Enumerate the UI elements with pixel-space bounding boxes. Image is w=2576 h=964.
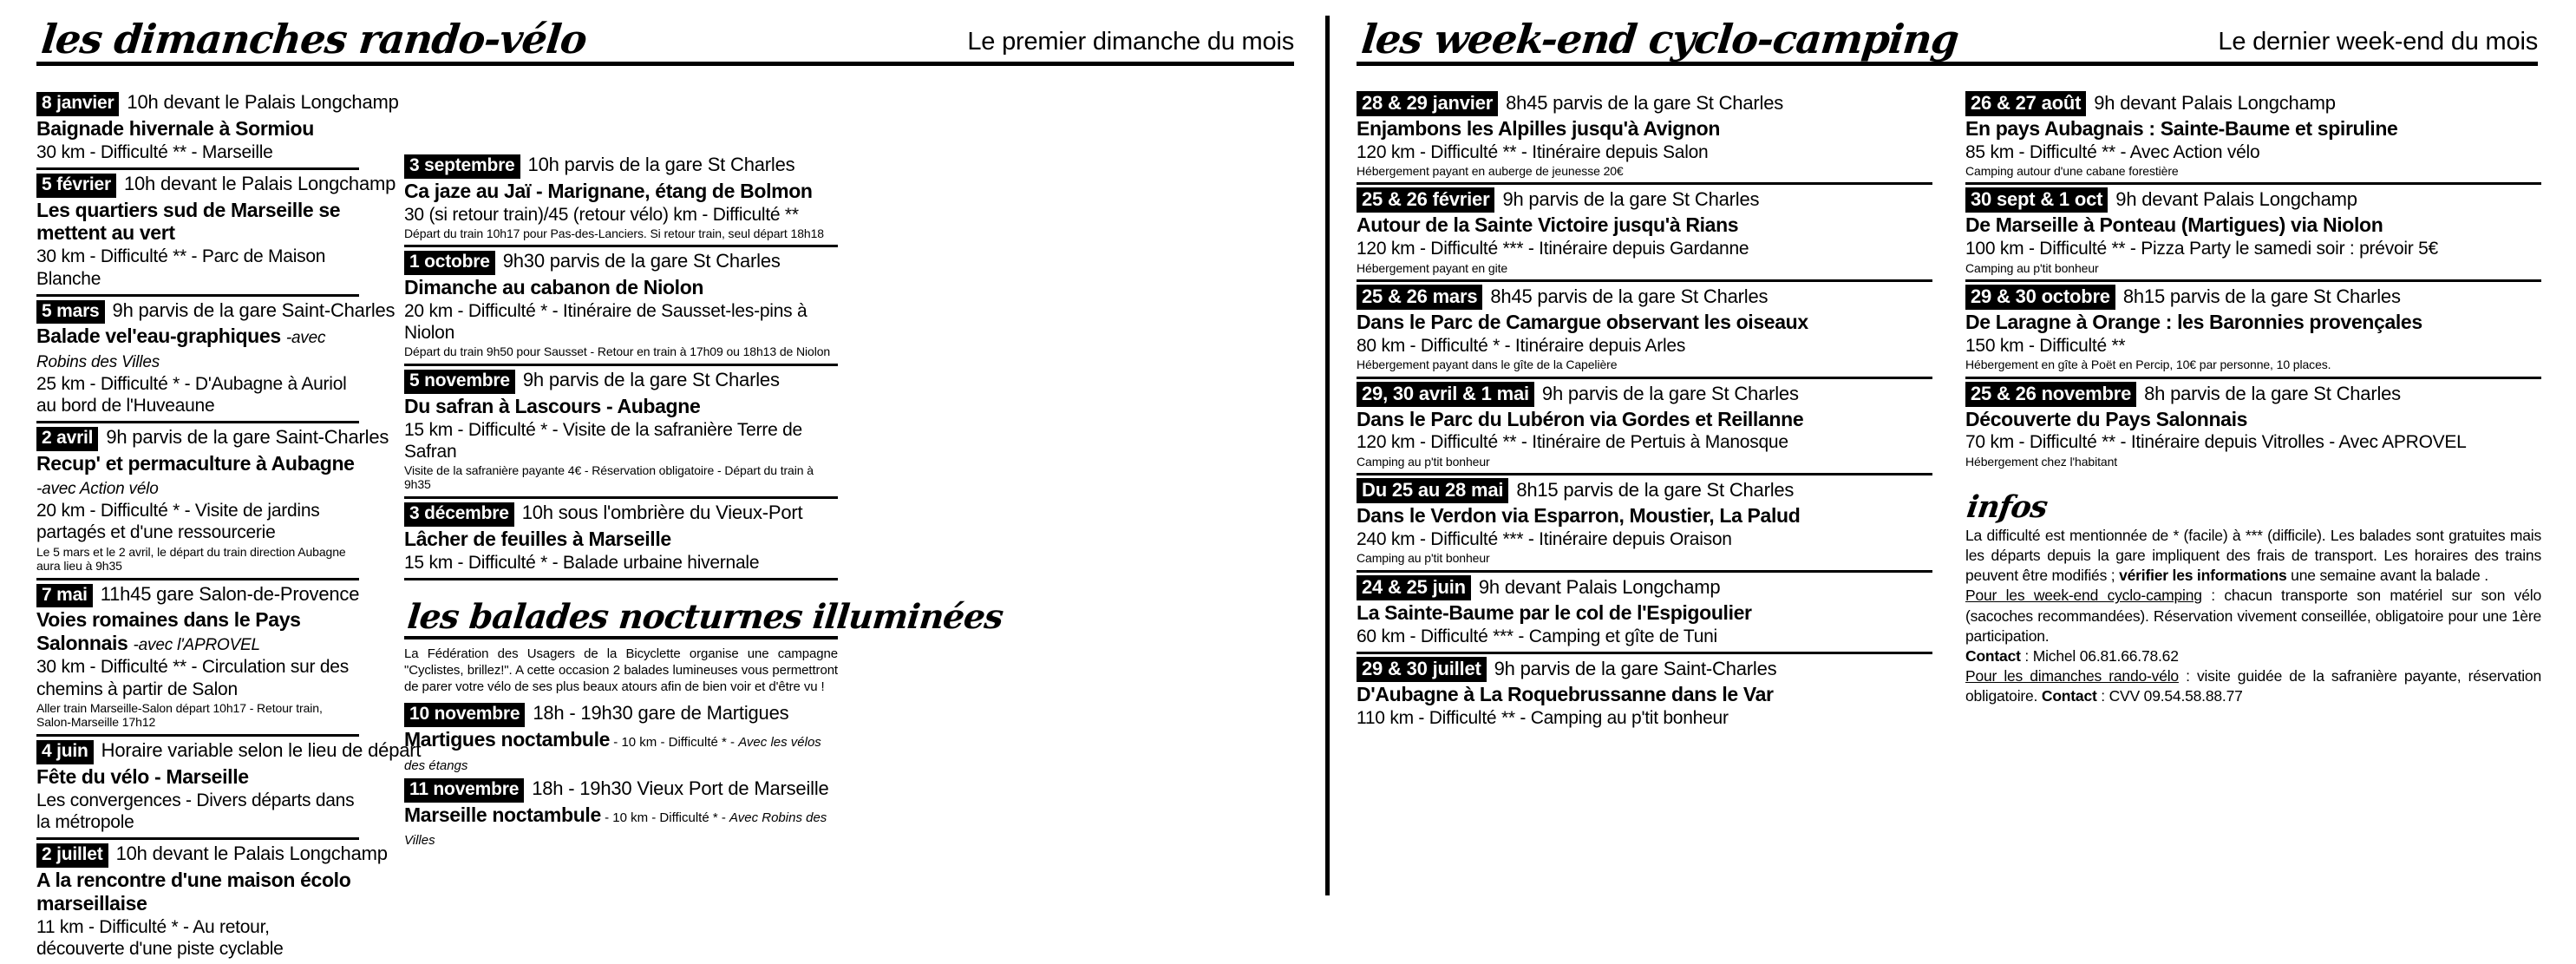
- nocturnes-intro: La Fédération des Usagers de la Bicyclette organise une campagne "Cyclistes, brillez!". A cette occasion 2 balades lumineuses vous permettront de parer votre vélo de ses plus beaux atours afin de bien voir et d'être vu !: [404, 646, 838, 694]
- event-item[interactable]: [36, 170, 396, 297]
- event-date-chip: 3 décembre: [404, 502, 514, 527]
- nocturne-item[interactable]: [404, 776, 838, 849]
- event-note: Départ du train 9h50 pour Sausset - Retour en train à 17h09 ou 18h13 de Niolon: [404, 344, 831, 359]
- nocturne-title: Marseille noctambule - 10 km - Difficulté * - Avec Robins des Villes: [404, 803, 827, 849]
- event-meta: 30 km - Difficulté ** - Parc de Maison Blanche: [36, 246, 326, 289]
- event-date-chip: 26 & 27 août: [1965, 91, 2086, 116]
- event-title: A la rencontre d'une maison écolo marseillaise: [36, 868, 351, 915]
- event-time: 9h parvis de la gare St Charles: [1541, 382, 1799, 404]
- event-meta: 240 km - Difficulté *** - Itinéraire depuis Oraison: [1357, 529, 1732, 550]
- event-date-chip: 25 & 26 février: [1357, 187, 1494, 213]
- event-time: 18h - 19h30 gare de Martigues: [533, 702, 789, 725]
- event-meta: Les convergences - Divers départs dans la métropole: [36, 790, 355, 832]
- infos-bold-verify: vérifier les informations: [2119, 567, 2287, 585]
- right-column-a: [1357, 89, 1932, 733]
- event-time: 10h devant le Palais Longchamp: [115, 842, 388, 864]
- event-item[interactable]: [1357, 379, 1932, 476]
- nocturnes-title: les balades nocturnes illuminées: [405, 596, 1005, 637]
- event-item[interactable]: [404, 247, 838, 366]
- event-title: Dans le Verdon via Esparron, Moustier, La Palud: [1357, 504, 1801, 528]
- event-date-chip: 28 & 29 janvier: [1357, 91, 1498, 116]
- event-date-chip: 25 & 26 mars: [1357, 285, 1482, 310]
- event-item[interactable]: [1965, 89, 2541, 186]
- event-item[interactable]: [1357, 475, 1932, 573]
- event-title: Fête du vélo - Marseille: [36, 764, 249, 788]
- event-time: 8h15 parvis de la gare St Charles: [2122, 285, 2401, 308]
- event-date-chip: 29, 30 avril & 1 mai: [1357, 382, 1534, 407]
- event-item[interactable]: [36, 297, 396, 424]
- event-item[interactable]: [36, 737, 422, 840]
- event-meta: 110 km - Difficulté ** - Camping au p'tit bonheur: [1357, 707, 1729, 728]
- event-meta: 70 km - Difficulté ** - Itinéraire depuis Vitrolles - Avec APROVEL: [1965, 432, 2467, 453]
- event-title-partner: -avec Action vélo: [36, 479, 159, 498]
- event-date-chip: 2 avril: [36, 427, 98, 451]
- event-meta: 80 km - Difficulté * - Itinéraire depuis Arles: [1357, 335, 1686, 356]
- event-date-chip: 29 & 30 juillet: [1357, 657, 1487, 682]
- event-time: Horaire variable selon le lieu de départ: [101, 738, 422, 761]
- event-date-chip: 25 & 26 novembre: [1965, 382, 2136, 407]
- event-time: 9h devant Palais Longchamp: [2094, 91, 2336, 114]
- left-column-b: [404, 89, 1005, 964]
- event-title: Balade vel'eau-graphiques -avec Robins des Villes: [36, 325, 326, 371]
- event-item[interactable]: [36, 89, 399, 170]
- event-note: Hébergement payant dans le gîte de la Capelière: [1357, 357, 1618, 372]
- event-title: En pays Aubagnais : Sainte-Baume et spiruline: [1965, 116, 2398, 140]
- event-date-chip: 5 mars: [36, 300, 105, 325]
- event-date-chip: 7 mai: [36, 584, 93, 608]
- event-item[interactable]: [1357, 282, 1932, 379]
- event-time: 9h parvis de la gare St Charles: [1502, 188, 1760, 211]
- right-page: [1325, 0, 2576, 911]
- left-columns: [0, 89, 1325, 964]
- event-title-partner: -avec l'APROVEL: [133, 636, 260, 655]
- event-meta: 11 km - Difficulté * - Au retour, découverte d'une piste cyclable: [36, 916, 284, 959]
- event-item[interactable]: [36, 580, 359, 737]
- event-date-chip: 30 sept & 1 oct: [1965, 187, 2108, 213]
- right-page-title: les week-end cyclo-camping: [1359, 16, 1961, 62]
- event-title: Enjambons les Alpilles jusqu'à Avignon: [1357, 116, 1721, 140]
- event-item[interactable]: [36, 840, 388, 964]
- event-meta: 30 km - Difficulté ** - Circulation sur des chemins à partir de Salon: [36, 657, 349, 699]
- nocturne-partner: Avec Robins des Villes: [404, 810, 827, 849]
- event-item[interactable]: [404, 151, 838, 247]
- event-time: 10h devant le Palais Longchamp: [123, 172, 396, 194]
- event-title: De Laragne à Orange : les Baronnies provençales: [1965, 310, 2422, 333]
- right-masthead: [1357, 0, 2538, 66]
- infos-bold-contact: Contact: [1965, 646, 2021, 665]
- event-note: Camping au p'tit bonheur: [1357, 454, 1490, 469]
- event-title: D'Aubagne à La Roquebrussanne dans le Var: [1357, 682, 1774, 705]
- event-time: 18h - 19h30 Vieux Port de Marseille: [532, 777, 829, 800]
- event-time: 9h parvis de la gare Saint-Charles: [112, 298, 396, 321]
- event-title: Lâcher de feuilles à Marseille: [404, 527, 671, 550]
- event-date-chip: 1 octobre: [404, 251, 495, 275]
- event-meta: 150 km - Difficulté **: [1965, 335, 2126, 356]
- infos-body: [1965, 526, 2541, 706]
- event-title: Les quartiers sud de Marseille se mettent au vert: [36, 198, 341, 245]
- event-title: Du safran à Lascours - Aubagne: [404, 394, 701, 417]
- event-item[interactable]: [1357, 185, 1932, 282]
- infos-underline-weekend: Pour les week-end cyclo-camping: [1965, 587, 2202, 605]
- event-meta: 30 (si retour train)/45 (retour vélo) km - Difficulté **: [404, 204, 799, 225]
- event-time: 10h devant le Palais Longchamp: [127, 90, 399, 113]
- event-title: La Sainte-Baume par le col de l'Espigoulier: [1357, 600, 1752, 624]
- event-title-partner: -avec Robins des Villes: [36, 329, 326, 371]
- event-title: Baignade hivernale à Sormiou: [36, 116, 314, 140]
- infos-paragraph-camping: Pour les week-end cyclo-camping : chacun transporte son matériel sur son vélo (sacoches recommandées). Réservation vivement conseillée, obligatoire pour une 1ère participation.: [1965, 587, 2541, 645]
- right-column-b: [1965, 89, 2541, 733]
- event-note: Camping au p'tit bonheur: [1965, 260, 2099, 275]
- event-meta: 20 km - Difficulté * - Visite de jardins partagés et d'une ressourcerie: [36, 501, 320, 543]
- event-time: 11h45 gare Salon-de-Provence: [100, 582, 360, 605]
- event-meta: 15 km - Difficulté * - Visite de la safranière Terre de Safran: [404, 419, 802, 462]
- event-item[interactable]: [1357, 573, 1932, 654]
- event-time: 9h devant Palais Longchamp: [1478, 575, 1721, 598]
- event-time: 9h parvis de la gare St Charles: [522, 368, 780, 390]
- event-date-chip: 29 & 30 octobre: [1965, 285, 2115, 310]
- event-item[interactable]: [1965, 282, 2541, 379]
- left-page-subtitle: Le premier dimanche du mois: [967, 27, 1294, 56]
- event-note: Hébergement chez l'habitant: [1965, 454, 2118, 469]
- event-title: Ca jaze au Jaï - Marignane, étang de Bolmon: [404, 179, 813, 202]
- event-meta: 20 km - Difficulté * - Itinéraire de Sausset-les-pins à Niolon: [404, 300, 807, 344]
- event-title: Recup' et permaculture à Aubagne -avec Action vélo: [36, 452, 355, 498]
- event-time: 10h parvis de la gare St Charles: [527, 153, 795, 175]
- event-time: 9h30 parvis de la gare St Charles: [502, 250, 781, 272]
- right-page-subtitle: Le dernier week-end du mois: [2218, 27, 2538, 56]
- event-meta: 15 km - Difficulté * - Balade urbaine hivernale: [404, 552, 760, 573]
- event-note: Hébergement payant en auberge de jeunesse 20€: [1357, 163, 1624, 178]
- event-note: Hébergement en gîte à Poët en Percip, 10€ par personne, 10 places.: [1965, 357, 2331, 372]
- event-meta: 30 km - Difficulté ** - Marseille: [36, 141, 273, 162]
- event-time: 8h45 parvis de la gare St Charles: [1506, 91, 1784, 114]
- event-time: 9h parvis de la gare Saint-Charles: [106, 426, 389, 449]
- event-title: Autour de la Sainte Victoire jusqu'à Rians: [1357, 213, 1739, 237]
- nocturne-partner: Avec les vélos des étangs: [404, 735, 821, 773]
- event-note: Camping au p'tit bonheur: [1357, 551, 1490, 566]
- infos-underline-sundays: Pour les dimanches rando-vélo: [1965, 666, 2179, 685]
- event-title: Dans le Parc de Camargue observant les oiseaux: [1357, 310, 1808, 333]
- event-title: Découverte du Pays Salonnais: [1965, 407, 2248, 430]
- right-columns: [1325, 89, 2576, 733]
- event-date-chip: 4 juin: [36, 740, 94, 764]
- event-date-chip: 10 novembre: [404, 703, 525, 727]
- event-meta: 100 km - Difficulté ** - Pizza Party le samedi soir : prévoir 5€: [1965, 239, 2438, 259]
- event-title: De Marseille à Ponteau (Martigues) via Niolon: [1965, 213, 2383, 237]
- event-date-chip: 3 septembre: [404, 154, 520, 179]
- infos-section: [1965, 489, 2541, 706]
- event-note: Départ du train 10h17 pour Pas-des-Lanciers. Si retour train, seul départ 18h18: [404, 226, 824, 240]
- left-masthead: [36, 0, 1294, 66]
- event-time: 8h parvis de la gare St Charles: [2144, 382, 2401, 404]
- infos-title: infos: [1965, 489, 2050, 526]
- event-note: Aller train Marseille-Salon départ 10h17 - Retour train, Salon-Marseille 17h12: [36, 700, 323, 730]
- event-title: Voies romaines dans le Pays Salonnais -avec l'APROVEL: [36, 608, 301, 655]
- event-date-chip: 11 novembre: [404, 778, 524, 803]
- infos-bold-contact-2: Contact: [2041, 686, 2097, 705]
- infos-paragraph-sundays: Pour les dimanches rando-vélo : visite guidée de la safranière payante, réservation obligatoire. Contact : CVV 09.54.58.88.77: [1965, 666, 2541, 705]
- event-item[interactable]: [1357, 654, 1932, 733]
- event-time: 9h devant Palais Longchamp: [2115, 188, 2357, 211]
- left-page-title: les dimanches rando-vélo: [39, 16, 589, 62]
- infos-paragraph-contact-michel: Contact : Michel 06.81.66.78.62: [1965, 646, 2179, 665]
- event-time: 9h parvis de la gare Saint-Charles: [1494, 657, 1777, 679]
- event-note: Camping autour d'une cabane forestière: [1965, 163, 2179, 178]
- event-time: 8h15 parvis de la gare St Charles: [1516, 479, 1795, 502]
- event-item[interactable]: [36, 423, 389, 580]
- event-meta: 120 km - Difficulté ** - Itinéraire de Pertuis à Manosque: [1357, 432, 1788, 453]
- event-item[interactable]: [1357, 89, 1932, 186]
- event-item[interactable]: [404, 499, 838, 580]
- event-date-chip: 8 janvier: [36, 92, 119, 116]
- event-date-chip: 5 février: [36, 174, 116, 198]
- nocturne-item[interactable]: [404, 700, 838, 774]
- event-date-chip: Du 25 au 28 mai: [1357, 478, 1508, 503]
- event-item[interactable]: [1965, 379, 2541, 474]
- event-meta: 120 km - Difficulté ** - Itinéraire depuis Salon: [1357, 141, 1709, 162]
- event-title: Dimanche au cabanon de Niolon: [404, 276, 704, 299]
- left-column-a: [36, 89, 422, 964]
- event-meta: 120 km - Difficulté *** - Itinéraire depuis Gardanne: [1357, 239, 1749, 259]
- event-meta: 85 km - Difficulté ** - Avec Action vélo: [1965, 141, 2260, 162]
- event-item[interactable]: [1965, 185, 2541, 282]
- event-time: 8h45 parvis de la gare St Charles: [1490, 285, 1769, 308]
- event-date-chip: 2 juillet: [36, 843, 108, 868]
- event-meta: 60 km - Difficulté *** - Camping et gîte de Tuni: [1357, 626, 1717, 646]
- event-item[interactable]: [404, 366, 838, 499]
- event-date-chip: 5 novembre: [404, 370, 515, 394]
- event-note: Visite de la safranière payante 4€ - Réservation obligatoire - Départ du train à 9h35: [404, 462, 814, 492]
- nocturnes-section: [404, 596, 1005, 849]
- event-title: Dans le Parc du Lubéron via Gordes et Reillanne: [1357, 407, 1804, 430]
- event-note: Le 5 mars et le 2 avril, le départ du train direction Aubagne aura lieu à 9h35: [36, 544, 346, 574]
- event-note: Hébergement payant en gite: [1357, 260, 1508, 275]
- infos-paragraph-difficulty: La difficulté est mentionnée de * (facile) à *** (difficile). Les balades sont gratuites mais les départs depuis la gare impliquent des frais de transport. Les horaires des trains peuvent être modifiés ; vérifier les informations une semaine avant la balade .: [1965, 527, 2541, 585]
- event-date-chip: 24 & 25 juin: [1357, 575, 1471, 600]
- event-meta: 25 km - Difficulté * - D'Aubagne à Auriol au bord de l'Huveaune: [36, 373, 347, 416]
- event-time: 10h sous l'ombrière du Vieux-Port: [521, 501, 803, 523]
- nocturne-title: Martigues noctambule - 10 km - Difficulté * - Avec les vélos des étangs: [404, 728, 821, 773]
